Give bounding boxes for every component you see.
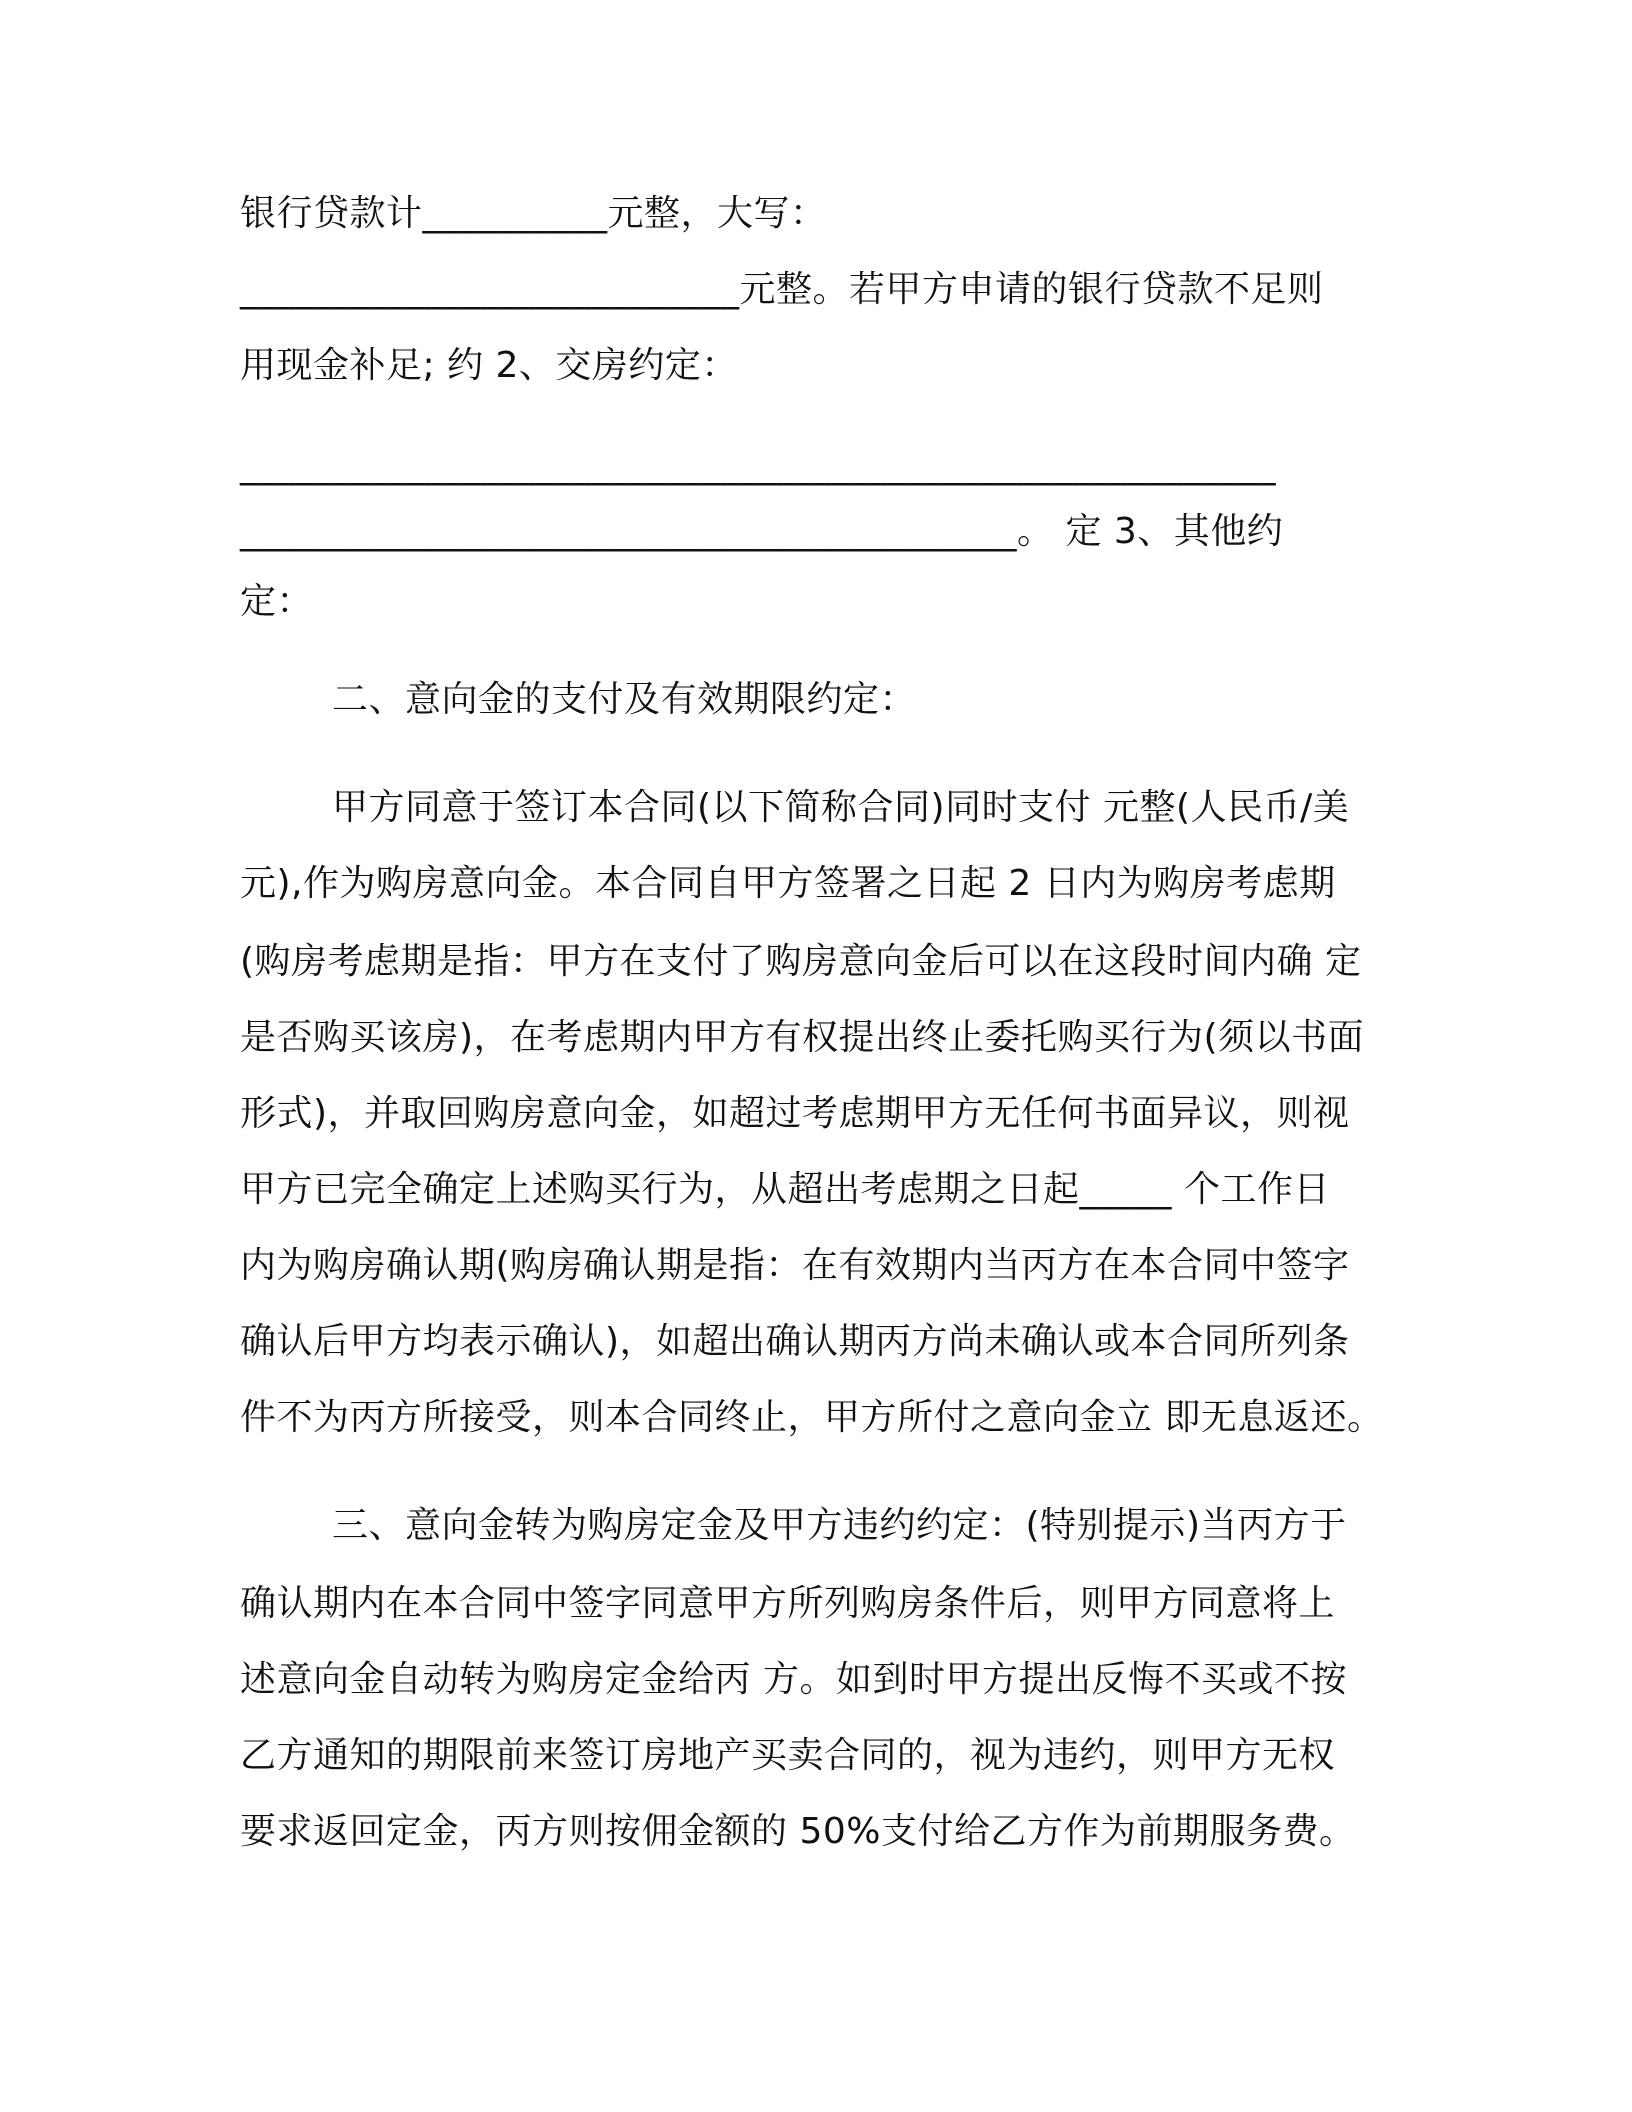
- text-line: 甲方同意于签订本合同(以下简称合同)同时支付 元整(人民币/美: [332, 787, 1350, 828]
- text-line: 述意向金自动转为购房定金给丙 方。如到时甲方提出反悔不买或不按: [240, 1659, 1347, 1700]
- text-line: 内为购房确认期(购房确认期是指：在有效期内当丙方在本合同中签字: [240, 1245, 1350, 1286]
- text-line: 件不为丙方所接受，则本合同终止，甲方所付之意向金立 即无息返还。: [240, 1397, 1384, 1438]
- text-line: ________________________________________________________: [240, 445, 1276, 486]
- text-line: (购房考虑期是指：甲方在支付了购房意向金后可以在这段时间内确 定: [240, 941, 1362, 982]
- text-line: 银行贷款计__________元整，大写：: [240, 193, 827, 234]
- text-line: 三、意向金转为购房定金及甲方违约约定：(特别提示)当丙方于: [332, 1505, 1347, 1546]
- text-line: 用现金补足; 约 2、交房约定：: [240, 345, 738, 386]
- text-line: 元),作为购房意向金。本合同自甲方签署之日起 2 日内为购房考虑期: [240, 863, 1336, 904]
- text-line: 乙方通知的期限前来签订房地产买卖合同的，视为违约，则甲方无权: [240, 1735, 1336, 1776]
- text-line: 确认期内在本合同中签字同意甲方所列购房条件后，则甲方同意将上: [240, 1583, 1336, 1624]
- text-line: 甲方已完全确定上述购买行为，从超出考虑期之日起_____ 个工作日: [240, 1169, 1330, 1210]
- text-line: 要求返回定金，丙方则按佣金额的 50%支付给乙方作为前期服务费。: [240, 1811, 1356, 1852]
- text-line: 形式)，并取回购房意向金，如超过考虑期甲方无任何书面异议，则视: [240, 1093, 1350, 1134]
- text-line: __________________________________________。 定 3、其他约: [240, 511, 1284, 552]
- text-line: 是否购买该房)，在考虑期内甲方有权提出终止委托购买行为(须以书面: [240, 1017, 1365, 1058]
- text-line: 定：: [240, 581, 314, 622]
- text-line: 确认后甲方均表示确认)，如超出确认期丙方尚未确认或本合同所列条: [240, 1321, 1350, 1362]
- text-line: ___________________________元整。若甲方申请的银行贷款不足则: [240, 269, 1324, 310]
- section-heading: 二、意向金的支付及有效期限约定：: [332, 679, 917, 720]
